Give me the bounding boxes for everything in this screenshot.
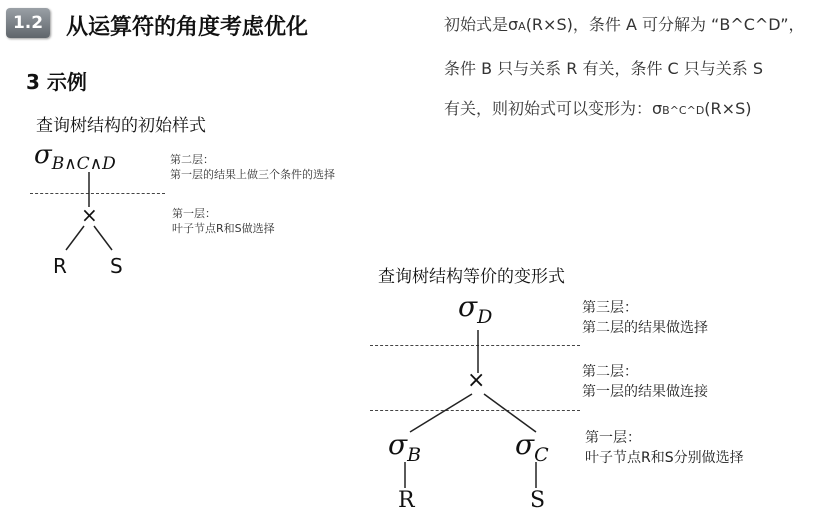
- intro-line-3: 有关，则初始式可以变形为：σB^C^D(R×S): [444, 99, 752, 118]
- tree2-edge-cross-right: [484, 394, 536, 432]
- tree1-level1-note: 第一层： 叶子节点R和S做选择: [172, 207, 275, 235]
- section-number-badge: 1.2: [6, 8, 50, 38]
- tree1-level2-note: 第二层： 第一层的结果上做三个条件的选择: [170, 153, 335, 181]
- tree2-level1-note: 第一层： 叶子节点R和S分别做选择: [585, 430, 744, 466]
- tree2-left-selection-node: $\sigma_B$: [388, 428, 422, 466]
- tree2-edge-cross-left: [410, 394, 472, 432]
- tree2-right-selection-node: $\sigma_C$: [515, 428, 549, 466]
- slide-title: 从运算符的角度考虑优化: [66, 15, 309, 40]
- tree1-leaf-s: S: [110, 254, 123, 278]
- equivalent-tree-caption: 查询树结构等价的变形式: [378, 267, 565, 287]
- example-heading: 3 示例: [26, 70, 87, 94]
- tree1-cross-product: ×: [81, 203, 98, 227]
- intro-line-2: 条件 B 只与关系 R 有关，条件 C 只与关系 S: [444, 59, 764, 78]
- tree2-leaf-r: R: [398, 488, 415, 513]
- tree2-cross-product: ×: [467, 368, 486, 393]
- tree1-edge-cross-s: [94, 226, 112, 250]
- tree2-level3-note: 第三层： 第二层的结果做选择: [582, 300, 708, 336]
- initial-tree-caption: 查询树结构的初始样式: [36, 116, 206, 136]
- tree2-leaf-s: S: [530, 488, 546, 513]
- intro-line-1: 初始式是σA(R×S)，条件 A 可分解为 “B^C^D”，: [444, 15, 805, 34]
- tree1-leaf-r: R: [53, 254, 67, 278]
- tree1-edge-cross-r: [66, 226, 84, 250]
- tree2-top-selection-node: $\sigma_D$: [458, 290, 493, 328]
- tree2-level2-note: 第二层： 第一层的结果做连接: [582, 364, 708, 400]
- tree1-selection-node: $\sigma_{B\wedge C\wedge D}$: [34, 140, 116, 174]
